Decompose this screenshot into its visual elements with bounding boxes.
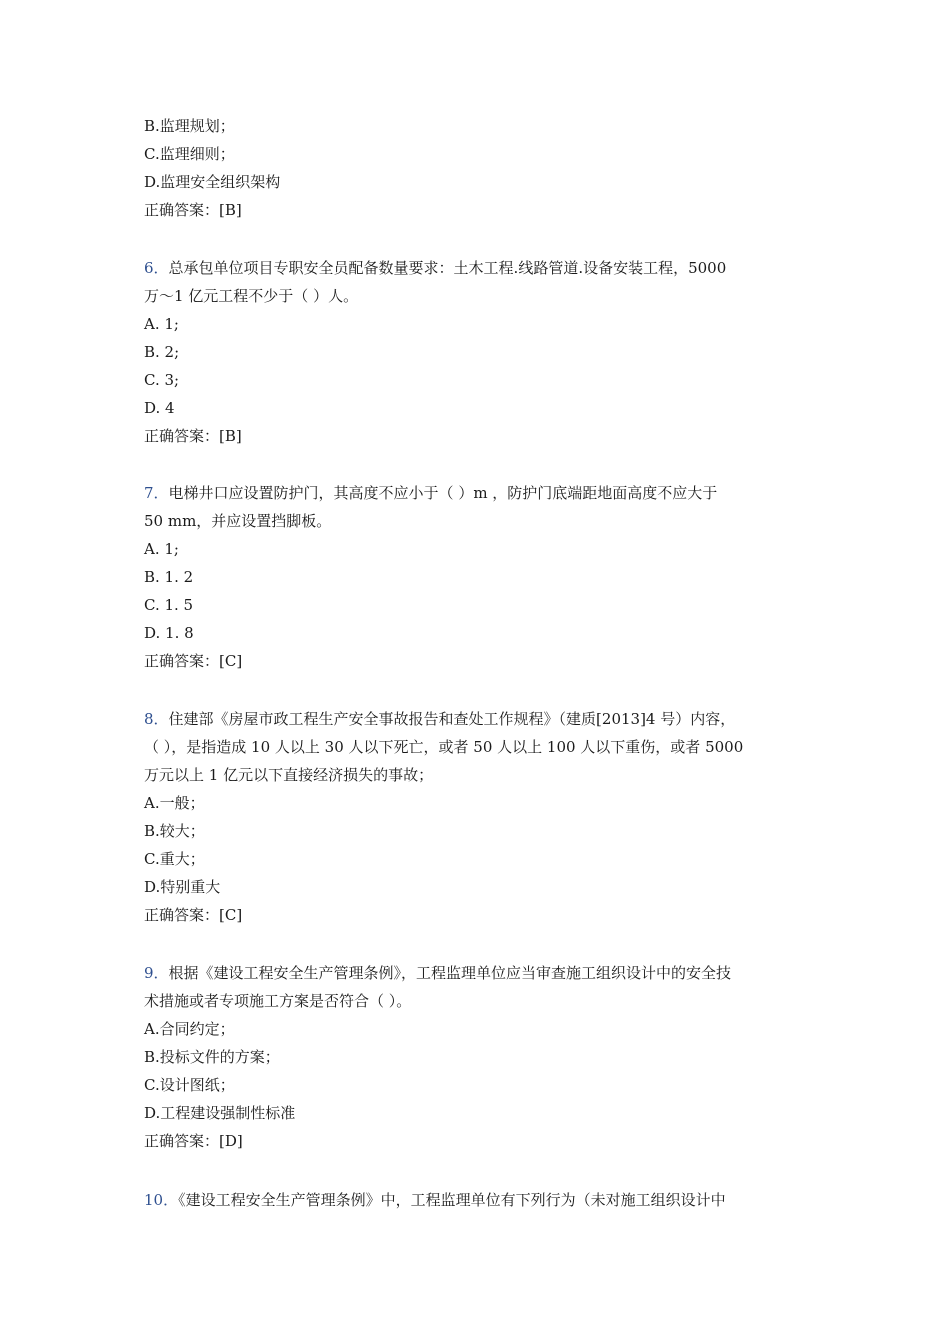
answer-line: 正确答案：[C] — [144, 652, 243, 670]
question-9-stem — [144, 963, 731, 983]
option-b: B.投标文件的方案； — [144, 1048, 280, 1066]
answer-line: 正确答案：[B] — [144, 201, 242, 219]
option-c: C.监理细则； — [144, 145, 235, 163]
question-text: 根据《建设工程安全生产管理条例》，工程监理单位应当审查施工组织设计中的安全技 — [168, 964, 732, 982]
question-text: 万～1 亿元工程不少于（ ）人。 — [144, 287, 359, 305]
question-number: 10． — [144, 1191, 179, 1209]
option-b: B.较大； — [144, 822, 205, 840]
option-c: C.设计图纸； — [144, 1076, 235, 1094]
question-text: 电梯井口应设置防护门，其高度不应小于（ ）m ，防护门底端距地面高度不应大于 — [168, 484, 718, 502]
option-c: C. 1. 5 — [144, 596, 194, 614]
option-c: C. 3; — [144, 371, 180, 389]
question-number: 7． — [144, 484, 169, 502]
question-text: （ ），是指造成 10 人以上 30 人以下死亡，或者 50 人以上 100 人以下重伤，或者 5000 — [144, 738, 744, 756]
option-d: D.特别重大 — [144, 878, 221, 896]
option-b: B. 1. 2 — [144, 568, 194, 586]
question-text: 住建部《房屋市政工程生产安全事故报告和查处工作规程》（建质[2013]4 号）内容， — [168, 710, 736, 728]
option-a: A. 1; — [144, 315, 179, 333]
option-d: D.监理安全组织架构 — [144, 173, 281, 191]
question-number: 6． — [144, 259, 169, 277]
question-8-stem — [144, 709, 735, 729]
option-d: D. 4 — [144, 399, 175, 417]
option-c: C.重大； — [144, 850, 205, 868]
answer-line: 正确答案：[D] — [144, 1132, 243, 1150]
question-number: 9． — [144, 964, 169, 982]
option-a: A. 1; — [144, 540, 179, 558]
option-a: A.合同约定； — [144, 1020, 235, 1038]
question-text: 万元以上 1 亿元以下直接经济损失的事故； — [144, 766, 434, 784]
question-text: 《建设工程安全生产管理条例》中，工程监理单位有下列行为（未对施工组织设计中 — [178, 1191, 726, 1209]
question-6-stem — [144, 258, 726, 278]
option-a: A.一般； — [144, 794, 205, 812]
question-7-stem — [144, 483, 717, 503]
option-d: D. 1. 8 — [144, 624, 194, 642]
question-10-stem — [144, 1190, 726, 1210]
answer-line: 正确答案：[B] — [144, 427, 242, 445]
option-d: D.工程建设强制性标准 — [144, 1104, 296, 1122]
option-b: B.监理规划； — [144, 117, 235, 135]
option-b: B. 2; — [144, 343, 180, 361]
question-text: 总承包单位项目专职安全员配备数量要求：土木工程.线路管道.设备安装工程，5000 — [168, 259, 727, 277]
answer-line: 正确答案：[C] — [144, 906, 243, 924]
question-text: 50 mm，并应设置挡脚板。 — [144, 512, 332, 530]
question-number: 8． — [144, 710, 169, 728]
question-text: 术措施或者专项施工方案是否符合（ ）。 — [144, 992, 412, 1010]
